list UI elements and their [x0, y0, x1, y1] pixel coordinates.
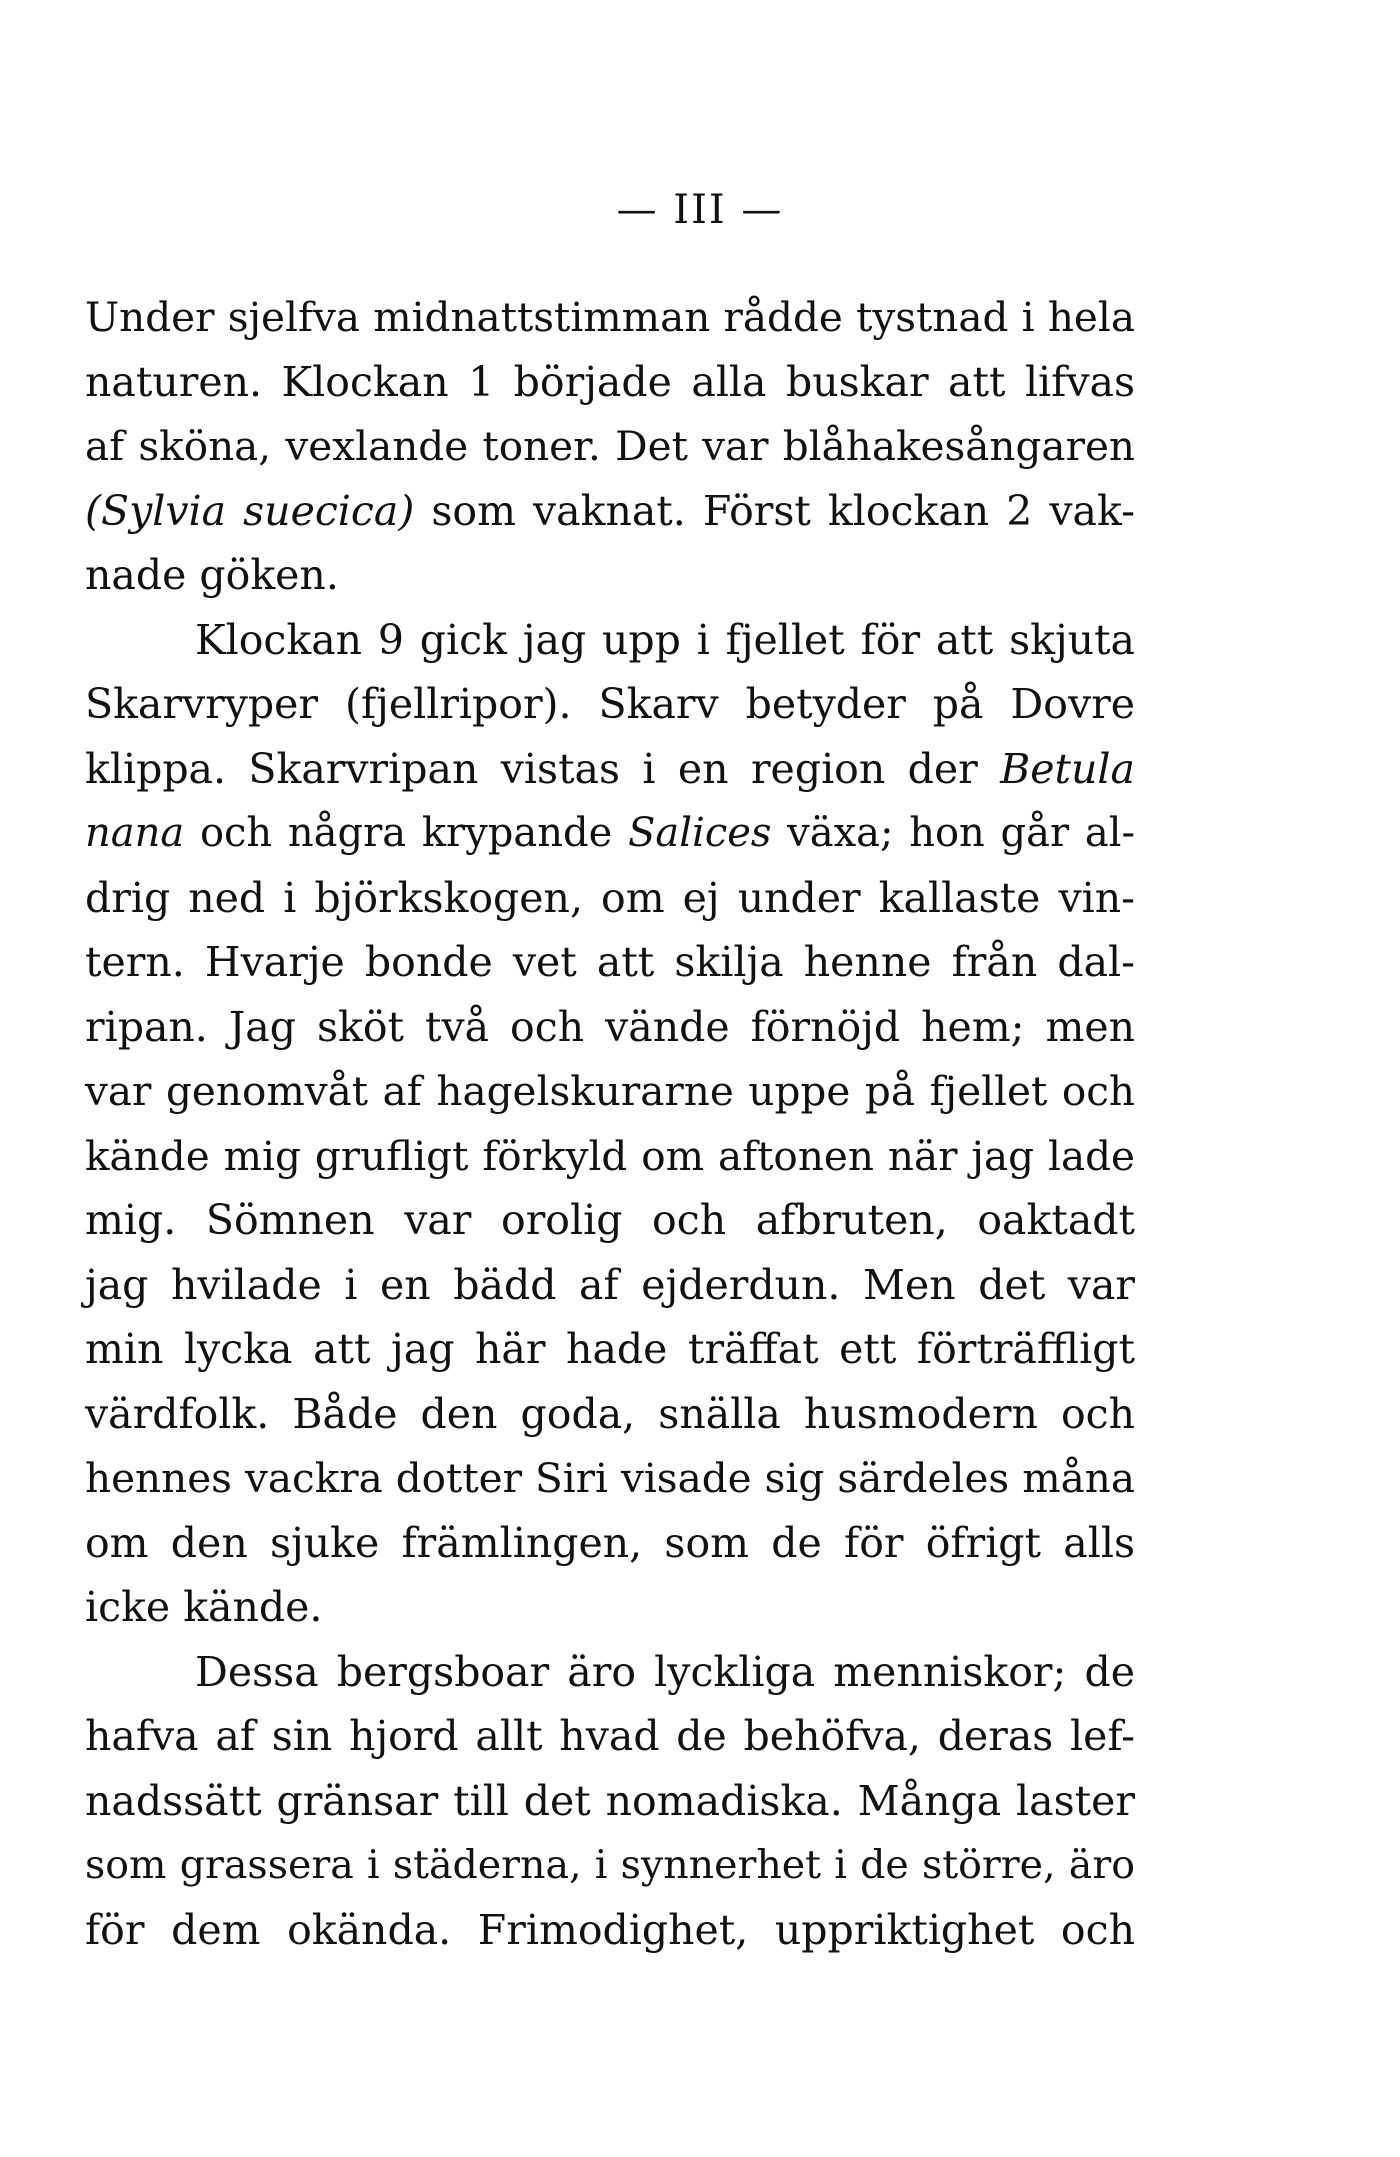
text-line	[85, 737, 1135, 802]
text-segment: om den sjuke främlingen, som de för öfrigt alls	[85, 1518, 1135, 1567]
text-segment: hennes vackra dotter Siri visade sig särdeles måna	[85, 1454, 1135, 1502]
text-segment: min lycka att jag här hade träffat ett förträffligt	[85, 1325, 1135, 1373]
text-line	[85, 1769, 1135, 1834]
text-line	[85, 479, 1135, 544]
text-segment: af sköna, vexlande toner. Det var blåhakesångaren	[85, 422, 1135, 470]
italic-text: Salices	[628, 810, 772, 856]
text-segment: som vaknat. Först klockan 2 vak-	[414, 486, 1135, 535]
text-segment: drig ned i björkskogen, om ej under kallaste vin-	[85, 873, 1135, 922]
text-line	[85, 1833, 1135, 1898]
body-text	[85, 285, 1135, 1962]
text-line	[85, 1640, 1135, 1705]
text-line	[85, 543, 1135, 608]
text-segment: värdfolk. Både den goda, snälla husmodern och	[85, 1389, 1135, 1438]
text-line	[85, 1059, 1135, 1124]
text-segment: mig. Sömnen var orolig och afbruten, oaktadt	[85, 1196, 1135, 1244]
text-line	[85, 1898, 1135, 1963]
text-segment: Skarvryper (fjellripor). Skarv betyder på Dovre	[85, 680, 1135, 728]
italic-text: Betula	[1000, 744, 1135, 793]
text-line	[85, 608, 1135, 673]
text-line	[85, 1253, 1135, 1318]
text-segment: nadssätt gränsar till det nomadiska. Många laster	[85, 1776, 1135, 1825]
text-line	[85, 1188, 1135, 1253]
text-segment: ripan. Jag sköt två och vände förnöjd hem; men	[85, 1002, 1135, 1051]
text-line	[85, 1317, 1135, 1382]
text-segment: jag hvilade i en bädd af ejderdun. Men det var	[85, 1260, 1135, 1309]
text-line	[85, 1575, 1135, 1640]
text-line	[85, 350, 1135, 415]
text-segment: som grassera i städerna, i synnerhet i de större, äro	[85, 1842, 1135, 1888]
text-segment: växa; hon går al-	[771, 810, 1135, 856]
text-line	[85, 1124, 1135, 1189]
text-line	[85, 930, 1135, 995]
text-segment: Under sjelfva midnattstimman rådde tystnad i hela	[85, 293, 1135, 341]
text-line	[85, 866, 1135, 931]
text-segment: nade göken.	[85, 551, 339, 599]
text-segment: Klockan 9 gick jag upp i fjellet för att skjuta	[195, 615, 1135, 664]
text-segment: Dessa bergsboar äro lyckliga menniskor; de	[195, 1647, 1135, 1696]
text-segment: icke kände.	[85, 1583, 323, 1631]
text-line	[85, 1382, 1135, 1447]
text-segment: för dem okända. Frimodighet, uppriktighet och	[85, 1905, 1135, 1954]
text-segment: och några krypande	[184, 810, 628, 856]
text-segment: klippa. Skarvripan vistas i en region der	[85, 744, 1001, 793]
text-segment: tern. Hvarje bonde vet att skilja henne från dal-	[85, 938, 1135, 986]
text-line	[85, 1446, 1135, 1511]
text-segment: naturen. Klockan 1 började alla buskar att lifvas	[85, 357, 1135, 406]
text-segment: var genomvåt af hagelskurarne uppe på fjellet och	[85, 1067, 1135, 1115]
text-line	[85, 801, 1135, 866]
text-line	[85, 1511, 1135, 1576]
italic-text: nana	[85, 810, 185, 856]
text-line	[85, 672, 1135, 737]
text-line	[85, 995, 1135, 1060]
text-segment: hafva af sin hjord allt hvad de behöfva, deras lef-	[85, 1712, 1135, 1760]
text-segment: kände mig grufligt förkyld om aftonen när jag lade	[85, 1131, 1135, 1180]
text-line	[85, 285, 1135, 350]
italic-text: (Sylvia suecica)	[85, 486, 415, 535]
text-line	[85, 414, 1135, 479]
page-number: — III —	[616, 187, 784, 233]
text-line	[85, 1704, 1135, 1769]
